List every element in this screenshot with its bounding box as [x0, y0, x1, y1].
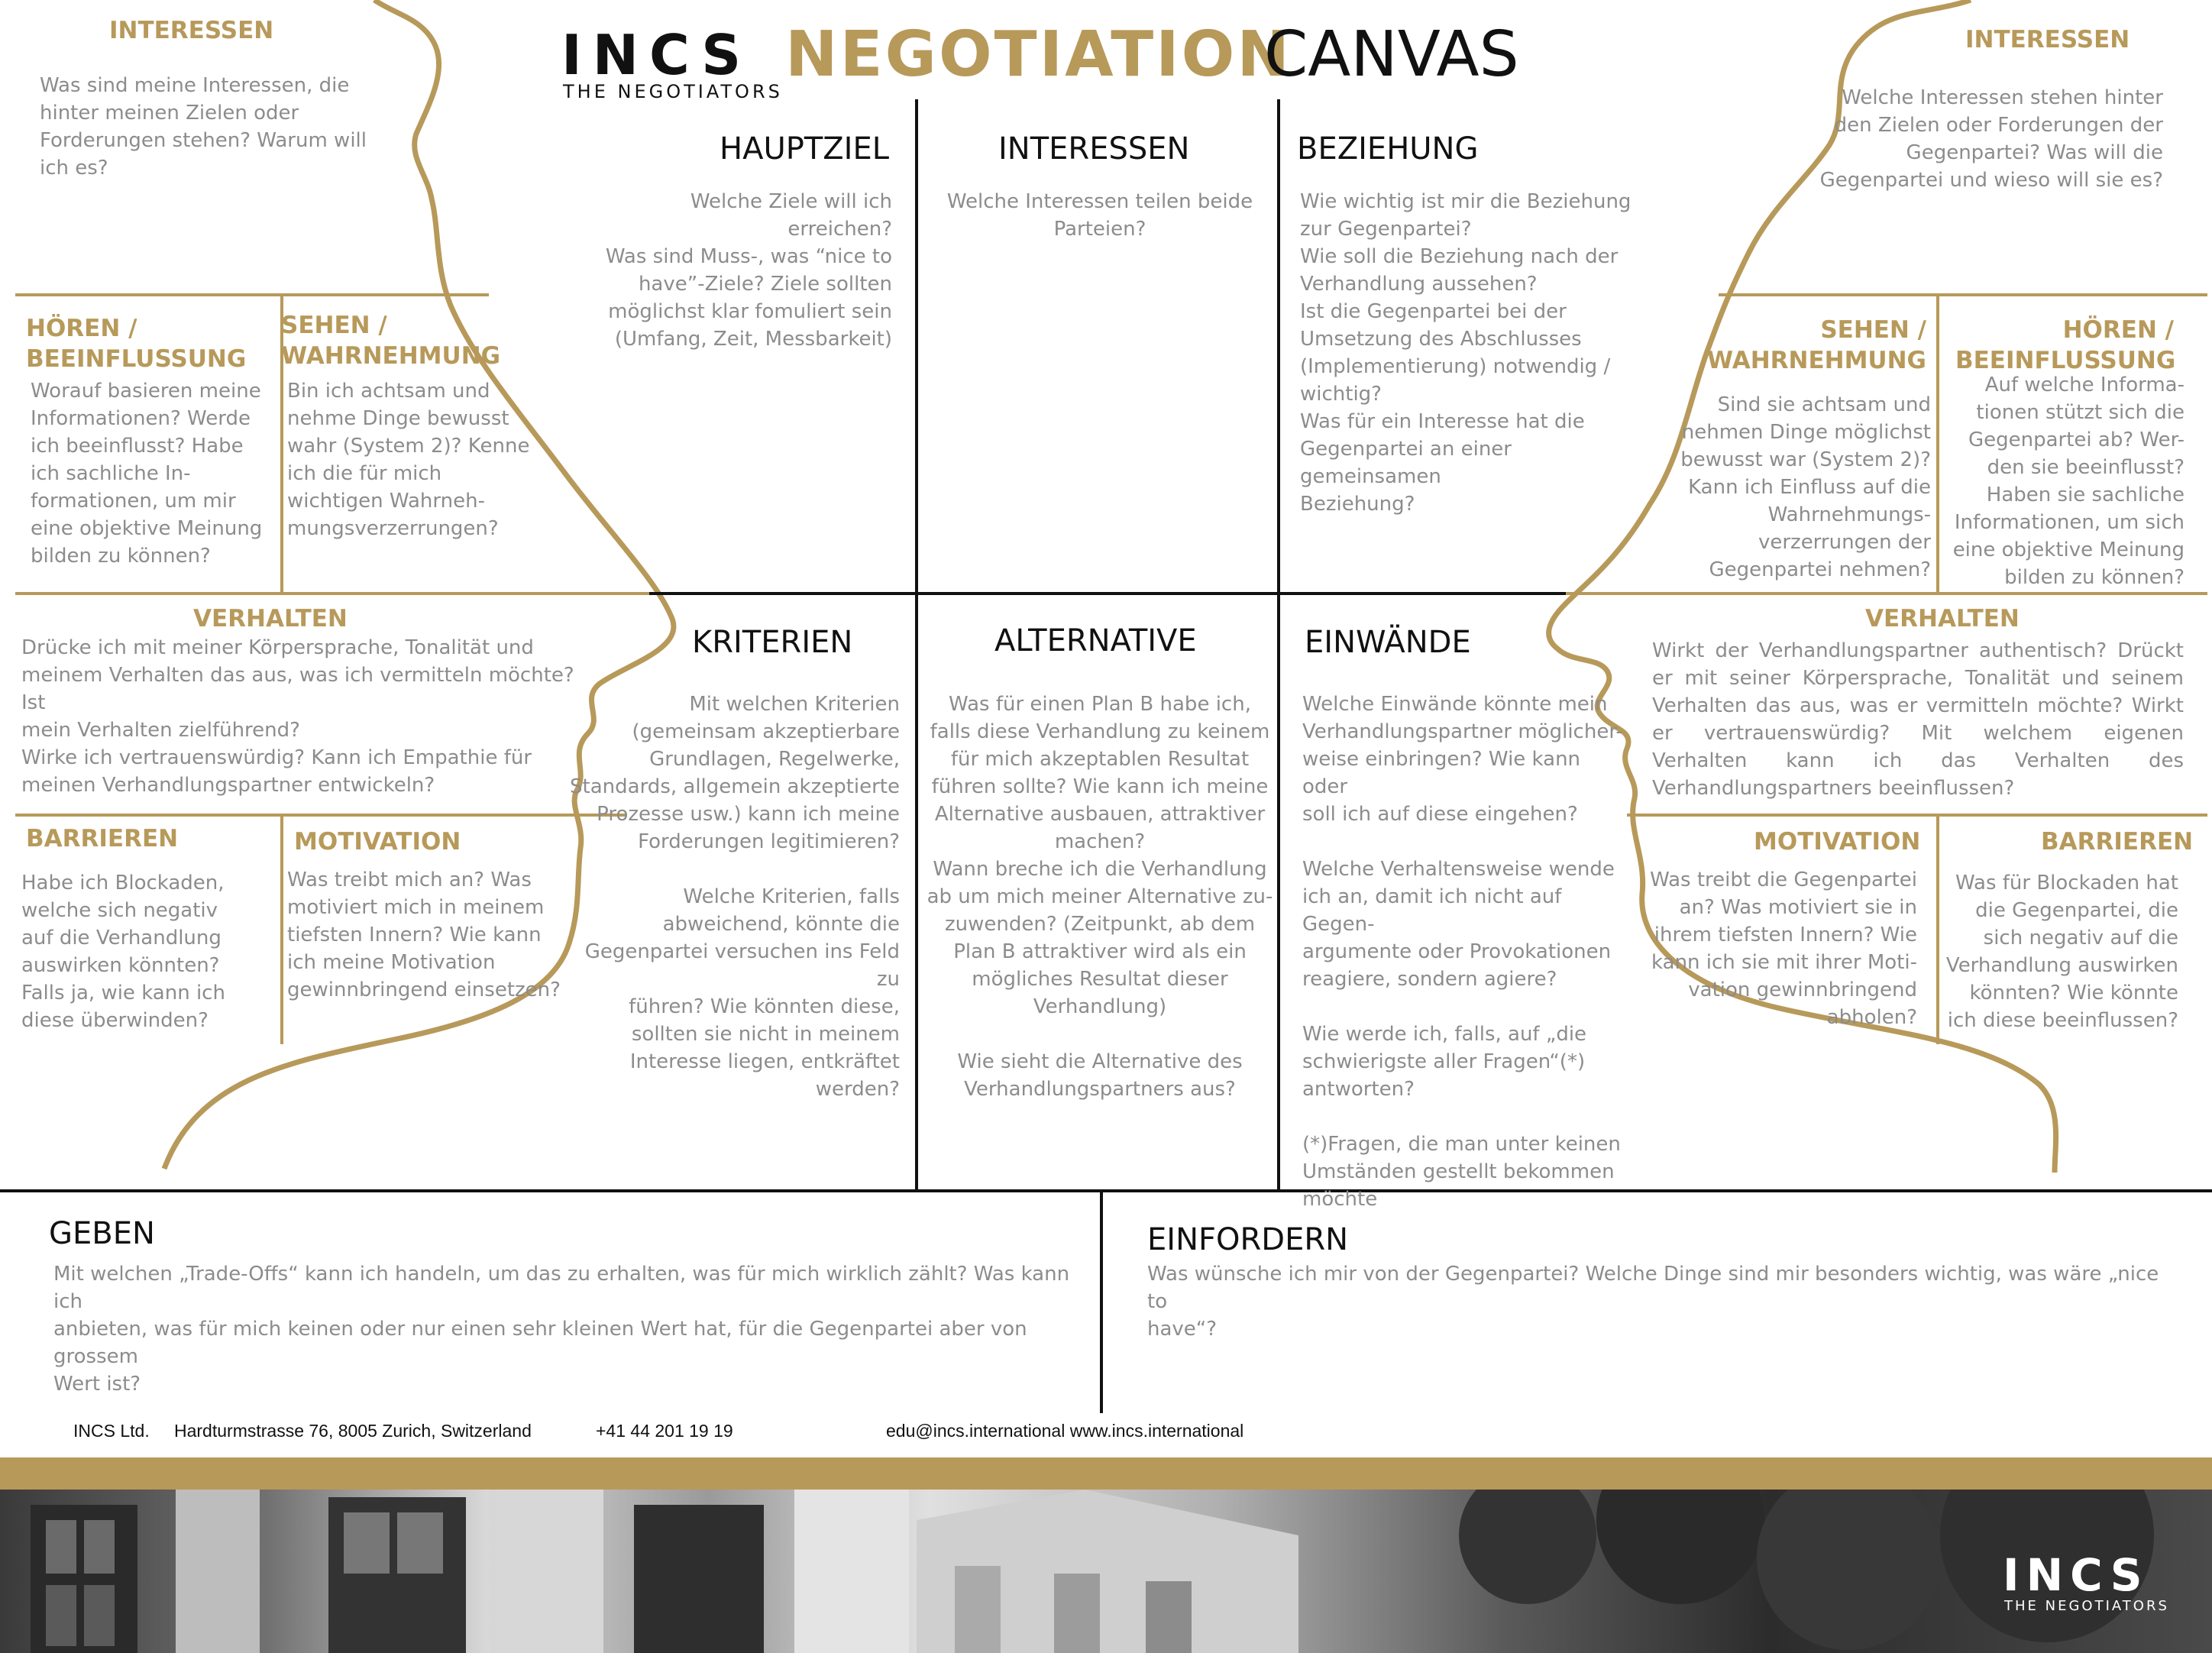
right-interessen-title: INTERESSEN	[1965, 26, 2130, 53]
left-hoeren-text: Worauf basieren meine Informationen? Werde ich beeinflusst? Habe ich sachliche In- formationen, um mir eine objektive Meinung bilden zu können?	[31, 380, 263, 568]
right-interessen-text: Welche Interessen stehen hinter den Zielen oder Forderungen der Gegenpartei? Was will die Gegenpartei und wieso will sie es?	[1819, 86, 2163, 192]
alternative-title: ALTERNATIVE	[994, 623, 1197, 658]
left-verhalten-title: VERHALTEN	[193, 605, 348, 632]
title-canvas: CANVAS	[1264, 18, 1519, 91]
einfordern-text: Was wünsche ich mir von der Gegenpartei? Welche Dinge sind mir besonders wichtig, was wäre „nice to have“?	[1147, 1263, 2159, 1341]
right-sehen-text: Sind sie achtsam und nehmen Dinge möglichst bewusst war (System 2)? Kann ich Einfluss auf die Wahrnehmungs- verzerrungen der Gegenpartei nehmen?	[1680, 393, 1931, 581]
right-barrieren-text: Was für Blockaden hat die Gegenpartei, die sich negativ auf die Verhandlung auswirken könnten? Wie könnte ich diese beeinflussen?	[1945, 872, 2178, 1032]
gold-line-left-2	[15, 592, 649, 595]
incs-logo: INCS	[561, 23, 752, 87]
gold-band	[0, 1457, 2212, 1490]
gold-line-left-3	[15, 814, 626, 817]
gold-line-right-1	[1719, 293, 2207, 296]
divider-center-right	[1277, 99, 1280, 1192]
left-verhalten-text: Drücke ich mit meiner Körpersprache, Tonalität und meinem Verhalten das aus, was ich vermitteln möchte? Ist mein Verhalten zielführend? Wirke ich vertrauenswürdig? Kann ich Empathie für meinen Verhandlungspartner entwickeln?	[21, 636, 574, 797]
building-photo-art	[0, 1490, 2212, 1653]
right-sehen-title: SEHEN / WAHRNEHMUNG	[1706, 316, 1926, 374]
divider-middle	[580, 592, 1635, 595]
divider-give-take	[1100, 1192, 1103, 1413]
left-barrieren-text: Habe ich Blockaden, welche sich negativ auf die Verhandlung auswirken könnten? Falls ja, wie kann ich diese überwinden?	[21, 872, 225, 1032]
left-motivation-text: Was treibt mich an? Was motiviert mich in meinem tiefsten Innern? Wie kann ich meine Motivation gewinnbringend einsetzen?	[287, 869, 561, 1001]
gold-line-right-2	[1566, 592, 2207, 595]
gold-line-right-3	[1627, 814, 2207, 817]
left-motivation-title: MOTIVATION	[294, 828, 461, 856]
divider-center-left	[915, 99, 918, 1192]
left-sehen-title: SEHEN / WAHRNEHMUNG	[281, 312, 501, 370]
kriterien-text: Mit welchen Kriterien (gemeinsam akzeptierbare Grundlagen, Regelwerke, Standards, allgemein akzeptierte Prozesse usw.) kann ich meine Forderungen legitimieren? Welche Kriterien, falls abweichend, könnte die Gegenpartei versuchen ins Feld zu führen? Wie könnten diese, sollten sie nicht in meinem Interesse liegen, entkräftet werden?	[570, 693, 900, 1101]
right-verhalten-title: VERHALTEN	[1865, 605, 2020, 632]
kriterien-title: KRITERIEN	[692, 625, 853, 660]
hauptziel-title: HAUPTZIEL	[720, 131, 890, 167]
right-verhalten-text: Wirkt der Verhandlungspartner authentisch? Drückt er mit seiner Körpersprache, Tonalität und seinem Verhalten das aus, was er vermitteln möchte? Wirkt er vertrauenswürdig? Mit welchem eigenen Verhalten kann ich das Verhalten des Verhandlungspartners beeinflussen?	[1652, 639, 2184, 800]
hauptziel-text: Welche Ziele will ich erreichen? Was sind Muss-, was “nice to have”-Ziele? Ziele sollten möglichst klar fomuliert sein (Umfang, Zeit, Messbarkeit)	[605, 190, 892, 351]
right-hoeren-text: Auf welche Informa- tionen stützt sich die Gegenpartei ab? Wer- den sie beeinflusst? Haben sie sachliche Informationen, um sich eine objektive Meinung bilden zu können?	[1952, 374, 2185, 589]
alternative-text: Was für einen Plan B habe ich, falls diese Verhandlung zu keinem für mich akzeptablen Resultat führen sollte? Wie kann ich meine Alternative ausbauen, attraktiver machen? Wann breche ich die Verhandlung ab um mich meiner Alternative zu- zuwenden? (Zeitpunkt, ab dem Plan B attraktiver wird als ein mögliches Resultat dieser Verhandlung) Wie sieht die Alternative des Verhandlungspartners aus?	[927, 693, 1273, 1101]
beziehung-title: BEZIEHUNG	[1297, 131, 1479, 167]
left-interessen-text: Was sind meine Interessen, die hinter meinen Zielen oder Forderungen stehen? Warum will ich es?	[40, 74, 367, 180]
gold-line-right-v1	[1936, 295, 1939, 593]
divider-bottom-section	[0, 1189, 2212, 1192]
logo-tagline: THE NEGOTIATORS	[563, 81, 783, 102]
gold-line-left-1	[15, 293, 489, 296]
left-interessen-title: INTERESSEN	[109, 17, 274, 44]
left-barrieren-title: BARRIEREN	[26, 825, 179, 852]
building-photo	[0, 1490, 2212, 1653]
einwaende-text: Welche Einwände könnte mein Verhandlungspartner möglicher- weise einbringen? Wie kann oder soll ich auf diese eingehen? Welche Verhaltensweise wende ich an, damit ich nicht auf Gegen- argumente oder Provokationen reagiere, sondern agiere? Wie werde ich, falls, auf „die schwierigste aller Fragen“(*) antworten? (*)Fragen, die man unter keinen Umständen gestellt bekommen möchte	[1302, 693, 1623, 1211]
footer-logo-tagline: THE NEGOTIATORS	[2004, 1598, 2169, 1614]
footer-address: Hardturmstrasse 76, 8005 Zurich, Switzerland	[174, 1421, 532, 1441]
title-negotiation: NEGOTIATION	[785, 18, 1292, 91]
footer-incs-logo: INCS	[2003, 1549, 2149, 1601]
footer-web[interactable]: edu@incs.international www.incs.international	[886, 1421, 1244, 1441]
left-sehen-text: Bin ich achtsam und nehme Dinge bewusst wahr (System 2)? Kenne ich die für mich wichtigen Wahrneh- mungsverzerrungen?	[287, 380, 530, 540]
right-motivation-text: Was treibt die Gegenpartei an? Was motiviert sie in ihrem tiefsten Innern? Wie kann ich sie mit ihrer Moti- vation gewinnbringend abholen?	[1650, 869, 1917, 1029]
gold-line-left-v2	[280, 815, 283, 1044]
einwaende-title: EINWÄNDE	[1305, 625, 1471, 660]
left-hoeren-title: HÖREN / BEEINFLUSSUNG	[26, 315, 247, 373]
center-interessen-title: INTERESSEN	[998, 131, 1190, 167]
footer-company: INCS Ltd.	[73, 1421, 150, 1441]
beziehung-text: Wie wichtig ist mir die Beziehung zur Gegenpartei? Wie soll die Beziehung nach der Verhandlung aussehen? Ist die Gegenpartei bei der Umsetzung des Abschlusses (Implementierung) notwendig / wichtig? Was für ein Interesse hat die Gegenpartei an einer gemeinsamen Beziehung?	[1300, 190, 1632, 516]
geben-text: Mit welchen „Trade-Offs“ kann ich handeln, um das zu erhalten, was für mich wirklich zählt? Was kann ich anbieten, was für mich keinen oder nur einen sehr kleinen Wert hat, für die Gegenpartei aber von grossem Wert ist?	[53, 1263, 1070, 1396]
einfordern-title: EINFORDERN	[1147, 1222, 1349, 1257]
gold-line-right-v2	[1936, 815, 1939, 1044]
right-hoeren-title: HÖREN / BEEINFLUSSUNG	[1955, 316, 2176, 374]
footer-phone: +41 44 201 19 19	[596, 1421, 733, 1441]
center-interessen-text: Welche Interessen teilen beide Parteien?	[946, 190, 1253, 241]
right-barrieren-title: BARRIEREN	[2041, 828, 2194, 856]
right-motivation-title: MOTIVATION	[1754, 828, 1921, 856]
geben-title: GEBEN	[49, 1216, 155, 1251]
